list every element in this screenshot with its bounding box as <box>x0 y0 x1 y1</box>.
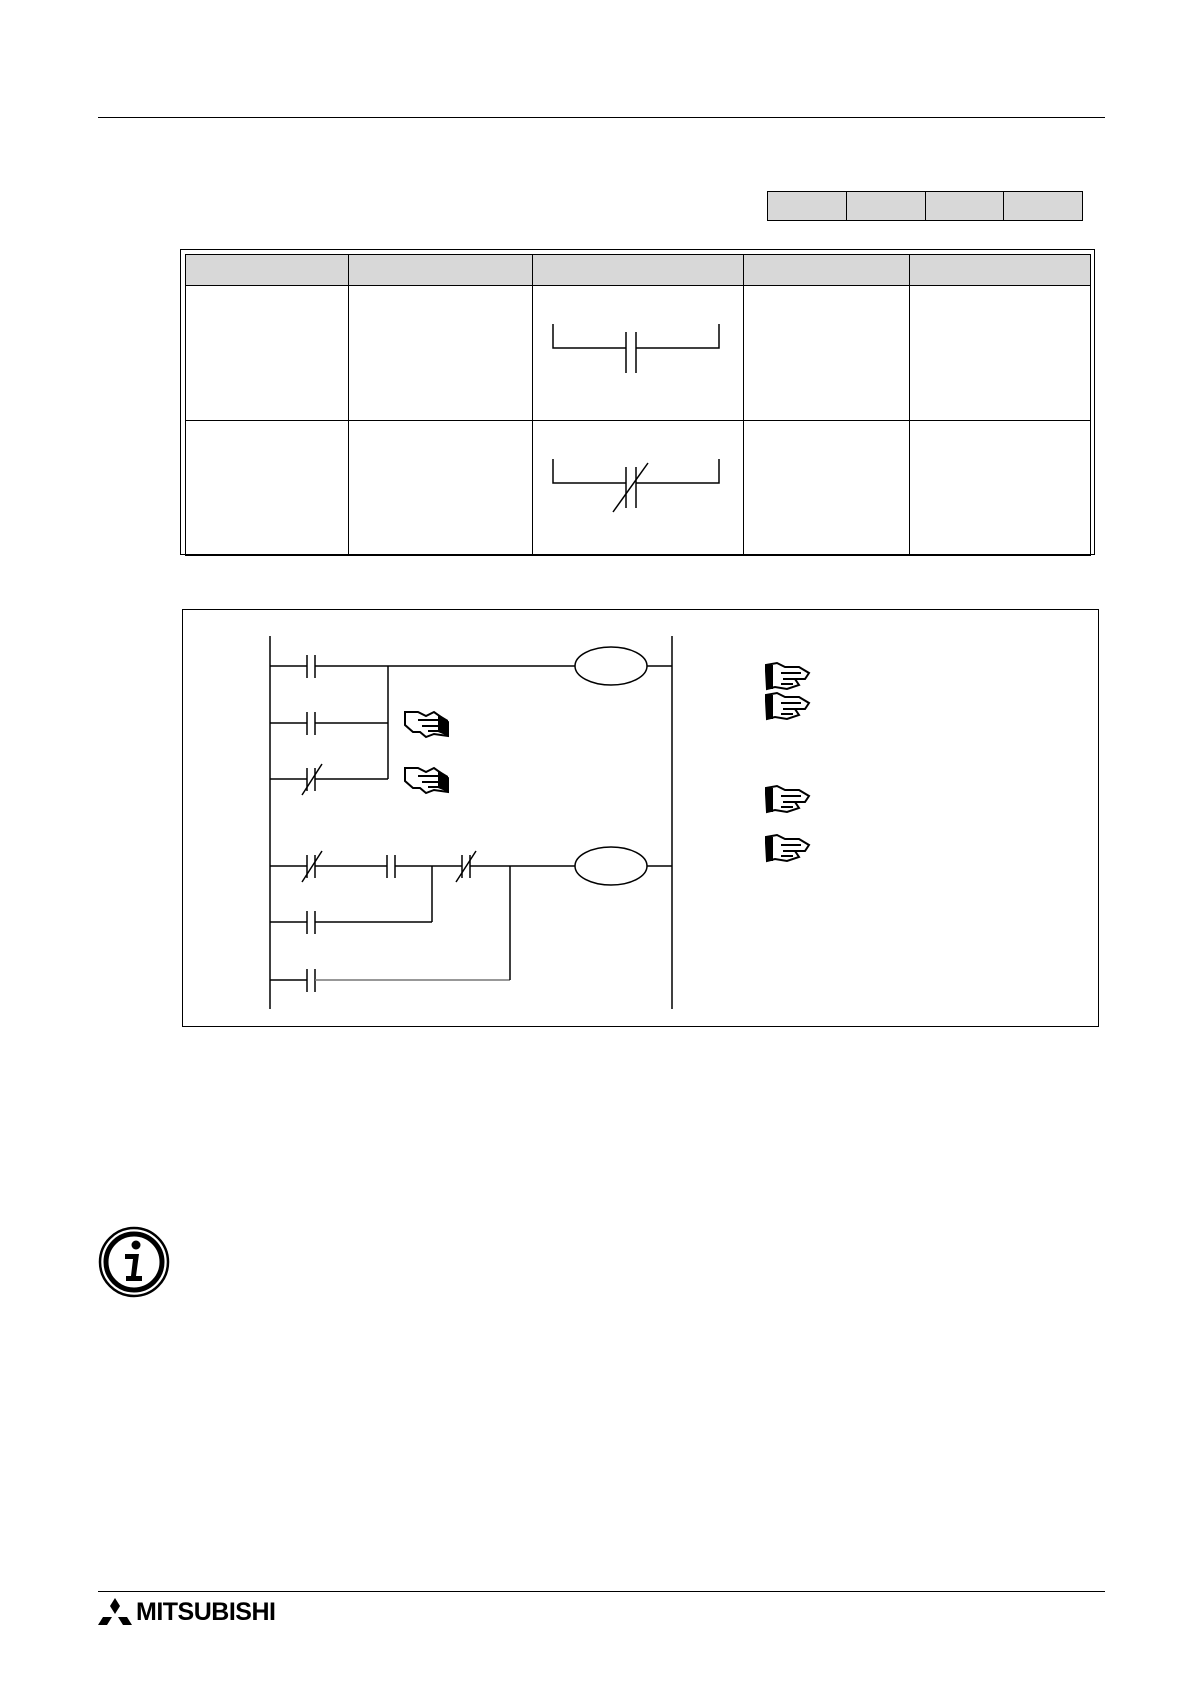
table-cell-symbol <box>533 421 744 556</box>
applicability-strip <box>767 191 1083 221</box>
three-diamonds-logo-icon <box>98 1597 132 1627</box>
pointing-hand-icon <box>405 712 448 737</box>
pointing-hand-icon <box>766 835 809 861</box>
brand-name: MITSUBISHI <box>136 1597 276 1626</box>
table-cell-symbol <box>533 286 744 421</box>
normally-closed-contact-symbol <box>533 421 744 552</box>
table-cell <box>186 421 349 556</box>
table-cell <box>349 286 533 421</box>
header-rule <box>98 117 1105 118</box>
table-cell <box>744 286 910 421</box>
applicability-cell <box>768 192 847 220</box>
footer-rule <box>98 1591 1105 1592</box>
info-icon <box>98 1226 170 1298</box>
applicability-cell <box>926 192 1005 220</box>
table-row <box>186 286 1091 421</box>
table-header-cell <box>910 255 1091 286</box>
table-row <box>186 421 1091 556</box>
pointing-hand-icon <box>405 768 448 793</box>
table-header-cell <box>533 255 744 286</box>
pointing-hand-icon <box>766 663 809 689</box>
table-header-cell <box>349 255 533 286</box>
table-cell <box>910 286 1091 421</box>
table-header-cell <box>744 255 910 286</box>
normally-open-contact-symbol <box>533 286 744 417</box>
table-cell <box>186 286 349 421</box>
pointing-hand-icon <box>766 693 809 719</box>
table-cell <box>910 421 1091 556</box>
table-cell <box>744 421 910 556</box>
mitsubishi-logo <box>98 1597 275 1627</box>
table-header-cell <box>186 255 349 286</box>
pointing-hand-icon <box>766 786 809 812</box>
instruction-table <box>185 254 1091 556</box>
ladder-diagram <box>182 609 1099 1027</box>
table-cell <box>349 421 533 556</box>
table-header-row <box>186 255 1091 286</box>
applicability-cell <box>847 192 926 220</box>
applicability-cell <box>1004 192 1082 220</box>
